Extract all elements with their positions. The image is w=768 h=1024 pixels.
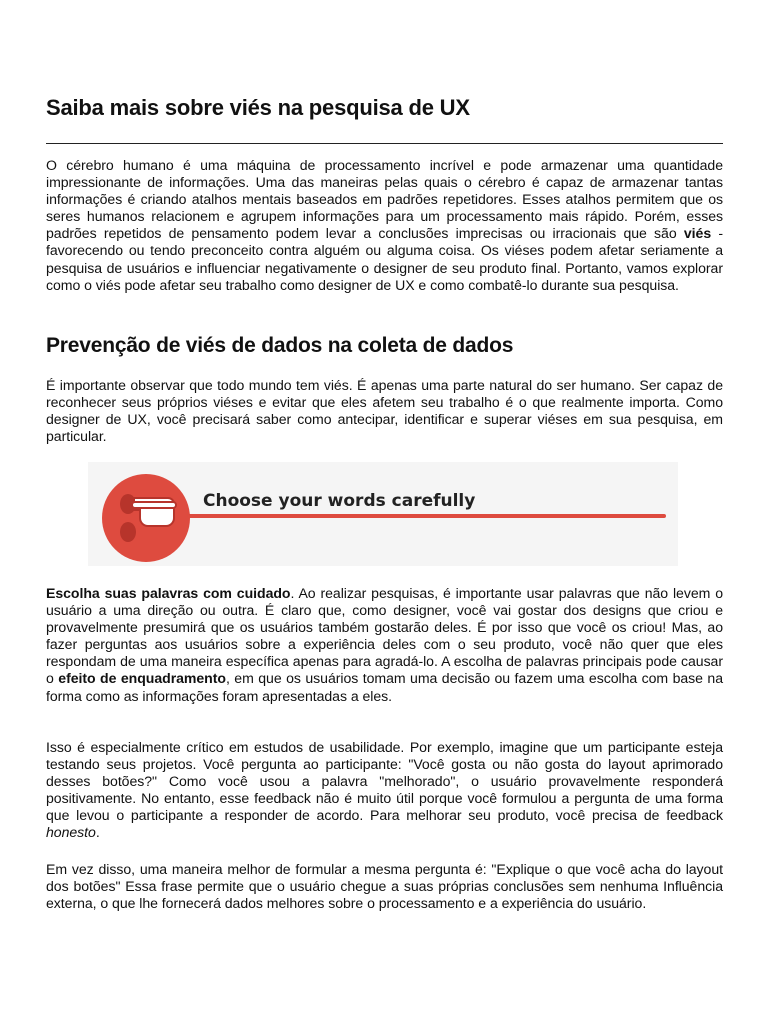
pointing-hand-icon — [102, 474, 190, 562]
usability-text-1: Isso é especialmente crítico em estudos de usabilidade. Por exemplo, imagine que um participante esteja testando seus projetos. Você pergunta ao participante: "Você gosta ou não gosta do layout aprimorado desses botões?" Como você usou a palavra "melhorado", o usuário provavelmente responderá positivamente. No entanto, esse feedback não é muito útil porque você formulou a pergunta de uma forma que levou o participante a responder de acordo. Para melhorar seu produto, você precisa de feedback — [46, 739, 723, 824]
framing-effect-term: efeito de enquadramento — [58, 670, 226, 687]
usability-paragraph — [46, 739, 723, 842]
honest-italic-term: honesto — [46, 824, 96, 841]
banner-underline — [148, 514, 666, 518]
intro-paragraph — [46, 157, 723, 294]
words-text-1: . Ao realizar pesquisas, é importante usar palavras que não levem o usuário a uma direção ou outra. É claro que, como designer, você vai gostar dos designs que criou e provavelmente presumirá que os usuários também gostarão deles. É por isso que você os criou! Mas, ao fazer perguntas aos usuários sobre a experiência deles com o seu produto, você não quer que eles respondam de uma maneira específica apenas para agradá-lo. A escolha de palavras principais pode causar o — [46, 585, 723, 687]
intro-bold-term: viés — [683, 225, 712, 242]
bias-paragraph: É importante observar que todo mundo tem viés. É apenas uma parte natural do ser humano. Ser capaz de reconhecer seus próprios viéses e evitar que eles afetem seu trabalho é o que realmente importa. Como designer de UX, você precisará saber como antecipar, identificar e superar viéses em sua pesquisa, em particular. — [46, 377, 723, 445]
alternative-paragraph: Em vez disso, uma maneira melhor de formular a mesma pergunta é: "Explique o que você acha do layout dos botões" Essa frase permite que o usuário chegue a suas próprias conclusões sem nenhuma Influência externa, o que lhe fornecerá dados melhores sobre o processamento e a experiência do usuário. — [46, 861, 723, 912]
words-paragraph — [46, 585, 723, 705]
section-heading: Prevenção de viés de dados na coleta de dados — [46, 334, 514, 357]
intro-text-1: O cérebro humano é uma máquina de processamento incrível e pode armazenar uma quantidade impressionante de informações. Uma das maneiras pelas quais o cérebro é capaz de armazenar tantas informações é criando atalhos mentais baseados em padrões repetidores. Esses atalhos permitem que os seres humanos relacionem e agrupem informações para um processamento mais rápido. Porém, esses padrões repetidos de pensamento podem levar a conclusões imprecisas ou irracionais que são — [46, 157, 723, 242]
intro-text-2: - favorecendo ou tendo preconceito contra alguém ou alguma coisa. Os viéses podem afetar seriamente a pesquisa de usuários e influenciar negativamente o designer de seu produto final. Portanto, vamos explorar como o viés pode afetar seu trabalho como designer de UX e como combatê-lo durante sua pesquisa. — [46, 225, 723, 293]
page-title: Saiba mais sobre viés na pesquisa de UX — [46, 95, 470, 120]
title-divider — [46, 143, 723, 144]
words-bold-heading: Escolha suas palavras com cuidado — [46, 585, 291, 601]
usability-text-2: . — [95, 824, 100, 841]
words-text-2: , em que os usuários tomam uma decisão ou fazem uma escolha com base na forma como as informações foram apresentadas a eles. — [46, 670, 724, 704]
choose-words-banner — [88, 462, 678, 566]
banner-graphic — [88, 462, 678, 566]
banner-title: Choose your words carefully — [203, 491, 476, 511]
